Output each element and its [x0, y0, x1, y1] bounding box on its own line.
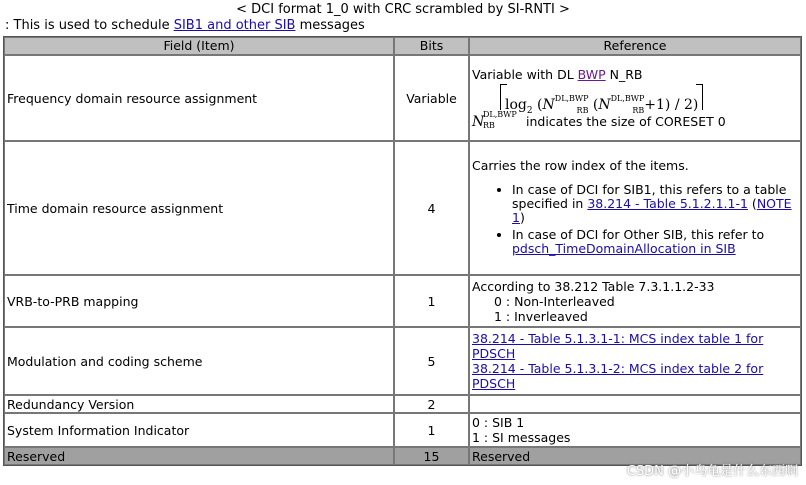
ref-text: N_RB: [605, 66, 643, 82]
header-reference: Reference: [469, 37, 801, 55]
row-bits: 15: [394, 447, 469, 465]
table-row: [4, 327, 801, 395]
row-bits: Variable: [394, 55, 469, 141]
sib-link[interactable]: SIB1 and other SIB: [173, 18, 296, 33]
row-reference: [469, 55, 801, 141]
row-reference: Reserved: [469, 447, 801, 465]
caption-suffix: messages: [295, 18, 365, 33]
row-field: System Information Indicator: [4, 413, 394, 447]
note-1-link[interactable]: NOTE 1: [512, 195, 792, 225]
row-reference: 0 : SIB 1 1 : SI messages: [469, 413, 801, 447]
row-field: Reserved: [4, 447, 394, 465]
row-field: Time domain resource assignment: [4, 141, 394, 275]
header-bits: Bits: [394, 37, 469, 55]
table-row: [4, 275, 801, 327]
row-field: VRB-to-PRB mapping: [4, 275, 394, 327]
row-reference: According to 38.212 Table 7.3.1.1.2-33 0 : Non-Interleaved 1 : Inverleaved: [469, 275, 801, 327]
table-row: [4, 141, 801, 275]
page-caption: [5, 18, 365, 33]
bwp-link[interactable]: BWP: [577, 66, 606, 82]
mcs-table-1-link[interactable]: 38.214 - Table 5.1.3.1-1: MCS index table 1 for PDSCH: [472, 331, 764, 361]
row-reference: [469, 327, 801, 395]
ref-note: indicates the size of CORESET 0: [525, 113, 726, 129]
row-reference: [469, 395, 801, 413]
caption-prefix: : This is used to schedule: [5, 18, 174, 33]
page-title: < DCI format 1_0 with CRC scrambled by SI-RNTI >: [236, 2, 570, 17]
table-header-row: [4, 37, 801, 55]
dci-field-table: [3, 36, 802, 466]
ref-intro: Carries the row index of the items.: [472, 157, 689, 173]
list-item: • In case of DCI for Other SIB, this refer to pdsch_TimeDomainAllocation in SIB: [512, 228, 798, 256]
row-bits: 1: [394, 413, 469, 447]
row-field: Modulation and coding scheme: [4, 327, 394, 395]
ref-text: Variable with DL: [472, 66, 578, 82]
table-row: [4, 395, 801, 413]
row-bits: 1: [394, 275, 469, 327]
nrb-symbol: N DL,BWP RB: [472, 109, 517, 130]
row-bits: 2: [394, 395, 469, 413]
row-bits: 4: [394, 141, 469, 275]
mcs-table-2-link[interactable]: 38.214 - Table 5.1.3.1-2: MCS index table 2 for PDSCH: [472, 361, 764, 391]
ceil-formula: $\log_2 (N^{DL,BWP}_{RB}$ $(N^{DL,BWP}_{RB}+1) / 2$): [500, 84, 703, 110]
list-item: • In case of DCI for SIB1, this refers to a table specified in 38.214 - Table 5.1.2.1.1-1 (NOTE 1): [512, 183, 798, 225]
row-field: Frequency domain resource assignment: [4, 55, 394, 141]
row-reference: [469, 141, 801, 275]
table-row: [4, 55, 801, 141]
table-5-1-2-1-1-link[interactable]: 38.214 - Table 5.1.2.1.1-1: [587, 195, 748, 211]
table-row: [4, 413, 801, 447]
pdsch-timedomain-link[interactable]: pdsch_TimeDomainAllocation in SIB: [512, 240, 736, 256]
watermark: CSDN @小乌龟是什么东西啊: [626, 464, 798, 479]
row-bits: 5: [394, 327, 469, 395]
row-field: Redundancy Version: [4, 395, 394, 413]
header-field: Field (Item): [4, 37, 394, 55]
